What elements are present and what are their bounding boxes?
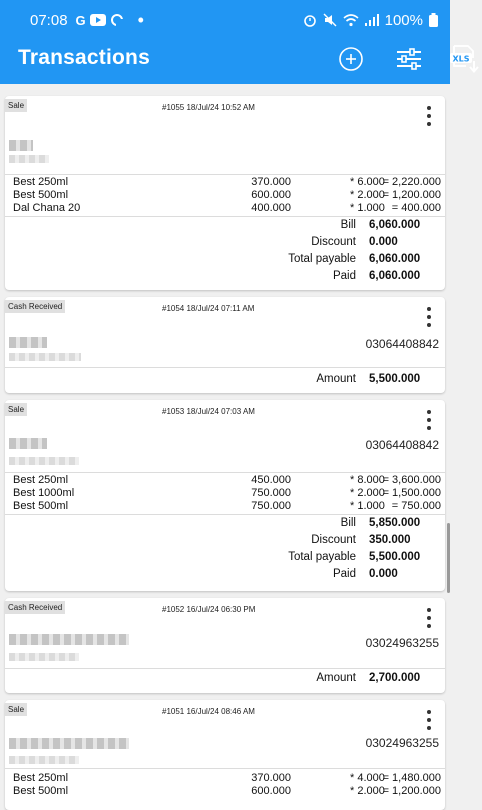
transaction-card[interactable]: [5, 96, 445, 290]
summary-row: [5, 568, 445, 585]
item-name: Best 250ml: [13, 176, 69, 188]
summary-row: [5, 270, 445, 287]
customer-info-redacted: [9, 653, 79, 661]
divider: [5, 668, 445, 669]
line-item: [13, 202, 441, 215]
item-name: Best 500ml: [13, 189, 69, 201]
item-quantity: * 2.000: [350, 189, 385, 201]
customer-name-redacted: [9, 738, 129, 749]
customer-name-redacted: [9, 634, 129, 645]
mute-icon: [323, 13, 337, 27]
line-item: [13, 189, 441, 202]
summary-value: 6,060.000: [369, 270, 421, 282]
transaction-meta: #1054 18/Jul/24 07:11 AM: [162, 304, 255, 313]
transaction-meta: #1052 16/Jul/24 06:30 PM: [162, 605, 256, 614]
item-quantity: * 2.000: [350, 487, 385, 499]
summary-row: [5, 517, 445, 534]
customer-name-redacted: [9, 438, 47, 449]
item-total: = 2,220.000: [382, 176, 441, 188]
summary-row: [5, 534, 445, 551]
item-total: = 1,200.000: [382, 189, 441, 201]
item-total: = 1,480.000: [382, 772, 441, 784]
summary-row: [5, 236, 445, 253]
summary-label: Paid: [332, 568, 356, 580]
summary-value: 0.000: [369, 568, 398, 580]
customer-phone: 03024963255: [365, 736, 439, 750]
summary-value: 0.000: [369, 236, 398, 248]
divider: [5, 472, 445, 473]
summary-label: Discount: [311, 534, 356, 546]
item-quantity: * 1.000: [350, 202, 385, 214]
customer-info-redacted: [9, 457, 79, 465]
item-price: 370.000: [251, 176, 291, 188]
divider: [5, 367, 445, 368]
item-price: 600.000: [251, 785, 291, 797]
customer-info-redacted: [9, 756, 79, 764]
item-total: = 1,200.000: [382, 785, 441, 797]
item-price: 370.000: [251, 772, 291, 784]
item-name: Best 250ml: [13, 772, 69, 784]
item-quantity: * 4.000: [350, 772, 385, 784]
more-options-icon[interactable]: [423, 710, 435, 730]
add-button[interactable]: [334, 42, 368, 76]
divider: [5, 514, 445, 515]
divider: [5, 768, 445, 769]
item-name: Best 500ml: [13, 500, 69, 512]
battery-icon: [429, 13, 438, 27]
line-item: [13, 474, 441, 487]
item-price: 600.000: [251, 189, 291, 201]
line-item: [13, 500, 441, 513]
item-total: = 1,500.000: [382, 487, 441, 499]
customer-name-redacted: [9, 140, 33, 151]
summary-label: Amount: [316, 373, 356, 385]
summary-value: 5,850.000: [369, 517, 421, 529]
app-bar: [0, 32, 470, 84]
xls-label: XLS: [452, 54, 470, 64]
transaction-type-badge: Sale: [5, 703, 27, 716]
transaction-meta: #1051 16/Jul/24 08:46 AM: [162, 707, 255, 716]
item-price: 450.000: [251, 474, 291, 486]
customer-phone: 03024963255: [365, 636, 439, 650]
summary-value: 2,700.000: [369, 672, 421, 684]
customer-name-redacted: [9, 337, 47, 348]
more-notifications-dot: •: [137, 10, 144, 30]
wifi-icon: [343, 14, 359, 27]
more-options-icon[interactable]: [423, 608, 435, 628]
item-total: = 750.000: [391, 500, 441, 512]
filter-button[interactable]: [392, 42, 426, 76]
scrollbar[interactable]: [447, 523, 450, 593]
item-name: Dal Chana 20: [13, 202, 81, 214]
transaction-card[interactable]: [5, 598, 445, 693]
google-icon: G: [75, 12, 86, 28]
summary-row: [5, 672, 445, 689]
summary-row: [5, 551, 445, 568]
item-price: 750.000: [251, 500, 291, 512]
battery-percent: 100%: [384, 11, 423, 29]
customer-info-redacted: [9, 155, 49, 163]
youtube-icon: [90, 14, 106, 26]
transaction-card[interactable]: [5, 400, 445, 591]
item-quantity: * 2.000: [350, 785, 385, 797]
item-quantity: * 8.000: [350, 474, 385, 486]
more-options-icon[interactable]: [423, 410, 435, 430]
summary-row: [5, 219, 445, 236]
more-options-icon[interactable]: [423, 307, 435, 327]
summary-row: [5, 373, 445, 390]
more-options-icon[interactable]: [423, 106, 435, 126]
divider: [5, 216, 445, 217]
line-item: [13, 487, 441, 500]
add-icon: [338, 46, 364, 72]
transaction-card[interactable]: [5, 297, 445, 393]
summary-label: Discount: [311, 236, 356, 248]
customer-phone: 03064408842: [365, 337, 439, 351]
summary-label: Amount: [316, 672, 356, 684]
summary-value: 6,060.000: [369, 219, 421, 231]
summary-label: Total payable: [288, 551, 356, 563]
item-quantity: * 1.000: [350, 500, 385, 512]
summary-value: 5,500.000: [369, 373, 421, 385]
signal-icon: [365, 14, 379, 26]
transaction-card[interactable]: [5, 700, 445, 810]
summary-value: 6,060.000: [369, 253, 421, 265]
filter-icon: [395, 47, 423, 71]
item-name: Best 500ml: [13, 785, 69, 797]
item-total: = 400.000: [391, 202, 441, 214]
summary-row: [5, 253, 445, 270]
status-time: 07:08: [30, 11, 68, 29]
item-quantity: * 6.000: [350, 176, 385, 188]
transaction-type-badge: Sale: [5, 99, 27, 112]
summary-value: 350.000: [369, 534, 411, 546]
refresh-icon: [110, 13, 124, 27]
divider: [5, 174, 445, 175]
line-item: [13, 772, 441, 785]
item-total: = 3,600.000: [382, 474, 441, 486]
transaction-type-badge: Cash Received: [5, 601, 65, 614]
summary-label: Bill: [340, 219, 356, 231]
customer-phone: 03064408842: [365, 438, 439, 452]
xls-export-icon: [449, 44, 481, 74]
item-price: 400.000: [251, 202, 291, 214]
item-price: 750.000: [251, 487, 291, 499]
item-name: Best 250ml: [13, 474, 69, 486]
app-bar-actions: [250, 32, 470, 84]
transaction-type-badge: Cash Received: [5, 300, 65, 313]
transaction-type-badge: Sale: [5, 403, 27, 416]
summary-value: 5,500.000: [369, 551, 421, 563]
xls-export-button[interactable]: [448, 42, 482, 76]
system-icons: [303, 12, 438, 29]
summary-label: Paid: [332, 270, 356, 282]
summary-label: Bill: [340, 517, 356, 529]
notification-icons: [75, 10, 144, 30]
transaction-meta: #1055 18/Jul/24 10:52 AM: [162, 103, 255, 112]
page-title: Transactions: [18, 46, 150, 69]
alarm-icon: [303, 13, 317, 27]
customer-info-redacted: [9, 353, 81, 361]
transaction-meta: #1053 18/Jul/24 07:03 AM: [162, 407, 255, 416]
line-item: [13, 176, 441, 189]
line-item: [13, 785, 441, 798]
summary-label: Total payable: [288, 253, 356, 265]
item-name: Best 1000ml: [13, 487, 75, 499]
